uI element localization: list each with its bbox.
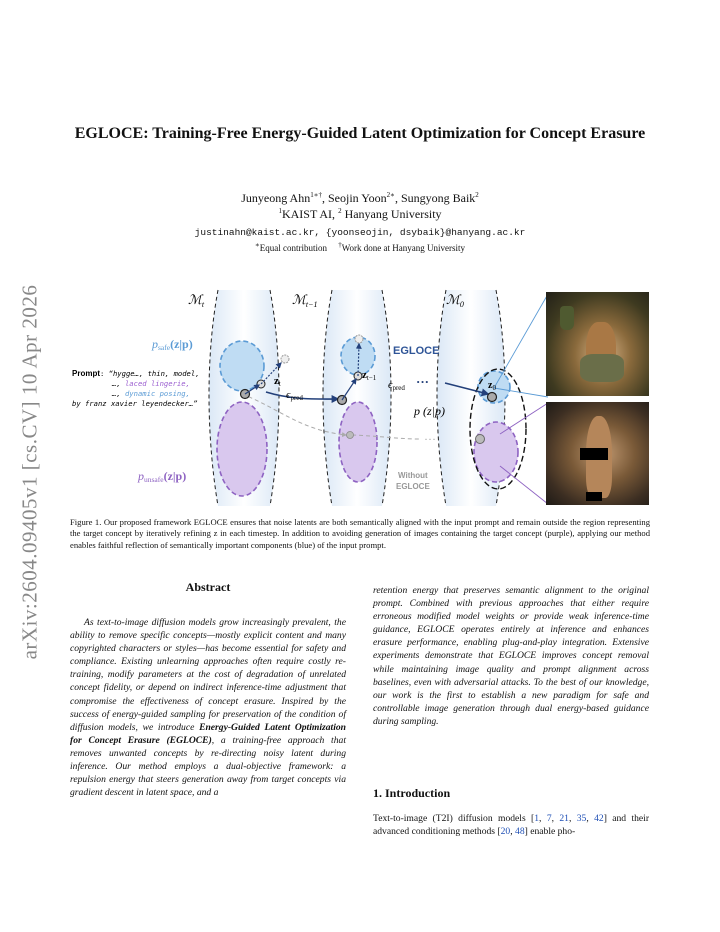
svg-text:Prompt: “hygge…, thin, model,: Prompt: “hygge…, thin, model, — [72, 369, 200, 378]
intro-heading: 1. Introduction — [373, 786, 451, 800]
abstract-text-right: retention energy that preserves semantic alignment to the original prompt. Combined with previous approaches that either require erroneous modified model weights or provide weak inference-time guidance, EGLOCE operates entirely at inference and enhances erasure performance, enabling plug-and-play integration. Extensive experiments demonstrate that EGLOCE improves concept removal while maintaining image quality and prompt alignment across baselines, even with adversarial attacks. To the best of our knowledge, our work is the first to establish a new paradigm for safe and controllable image generation through dual energy-based guidance during sampling. — [373, 585, 649, 727]
author-list: Junyeong Ahn$^{1∗\dagger}$, Seojin Yoon$^{2∗}$, Sungyong Baik$^2$ — [241, 191, 479, 205]
unsafe-generated-image — [546, 402, 649, 505]
citation-link[interactable]: 42 — [594, 813, 604, 824]
svg-text:…, laced lingerie,: …, laced lingerie, — [112, 379, 190, 388]
figure-1 — [70, 284, 650, 510]
safe-generated-image — [546, 292, 649, 396]
citation-link[interactable]: 21 — [559, 813, 569, 824]
egloce-label: EGLOCE — [393, 345, 440, 357]
ellipsis-without: ··· — [424, 432, 436, 446]
author-emails: justinahn@kaist.ac.kr, {yoonseojin, dsybaik}@hanyang.ac.kr — [194, 227, 526, 238]
citation-link[interactable]: 35 — [576, 813, 587, 824]
eps-pred-label-2: ϵpred — [388, 379, 405, 392]
svg-text:…, dynamic posing,: …, dynamic posing, — [112, 389, 190, 398]
p-unsafe-label: punsafe(z|p) — [138, 469, 187, 484]
manifold-label-t1: ℳ$_{t-1}$ — [292, 292, 318, 309]
ellipsis-egloce: ··· — [416, 374, 430, 389]
censor-bar-bottom — [586, 492, 602, 501]
author-notes: ∗Equal contribution †Work done at Hanyang University — [254, 241, 465, 253]
author-name: Sungyong Baik — [400, 191, 476, 205]
citation-link[interactable]: 48 — [515, 826, 525, 838]
intro-text: Text-to-image (T2I) diffusion models [1, 7, 21, 35, 42] and their advanced conditioning methods [20, 48] enable pho- — [373, 813, 650, 838]
citation-link[interactable]: 7 — [546, 813, 552, 824]
eps-pred-label-1: ϵpred — [286, 389, 303, 402]
figure-skirt — [580, 354, 624, 382]
manifold-label-t: ℳ$_t$ — [188, 292, 205, 309]
figure-caption: Figure 1. Our proposed framework EGLOCE ensures that noise latents are both semantically aligned with the input prompt and remain outside the region representing the target concept by iteratively refining z in each timestep. In addition to avoiding generation of images containing the target concept (purple), applying our method enables faithful reflection of semantically important components (blue) of the input prompt. — [70, 517, 651, 550]
author-name: Seojin Yoon — [327, 191, 387, 205]
prompt-text — [72, 369, 200, 408]
paper-title: EGLOCE: Training-Free Energy-Guided Latent Optimization for Concept Erasure — [74, 125, 646, 142]
unsafe-region-t1 — [339, 402, 377, 482]
z-t-label: zt — [274, 375, 281, 388]
unsafe-region-0 — [474, 422, 518, 482]
citation-link[interactable]: 20 — [500, 826, 511, 838]
arxiv-stamp: arXiv:2604.09405v1 [cs.CV] 10 Apr 2026 — [17, 284, 42, 660]
manifold-label-0: ℳ$_0$ — [446, 292, 464, 309]
unsafe-region-t — [217, 402, 267, 496]
z-t1-label: zt−1 — [362, 369, 377, 382]
z-0-label: $z_0$ — [488, 380, 496, 392]
svg-text:by franz xavier leyendecker…”: by franz xavier leyendecker…” — [72, 399, 198, 408]
author-name: Junyeong Ahn — [241, 191, 311, 205]
without-egloce-label-1: Without — [398, 471, 428, 480]
citation-link[interactable]: 1 — [534, 813, 540, 824]
without-egloce-label-2: EGLOCE — [396, 482, 430, 491]
lantern-figure — [560, 306, 574, 330]
abstract-heading: Abstract — [185, 580, 231, 594]
abstract-text-left: As text-to-image diffusion models grow increasingly prevalent, the ability to remove specific concepts—mostly explicit content and many copyrighted characters or styles—has become essential for safety and compliance. Existing unlearning approaches often require costly re-training, modify parameters at the cost of degradation of unrelated concept fidelity, or depend on indirect inference-time adjustment that compromise the effectiveness of concept erasure. Inspired by the success of energy-guided sampling for preservation of the condition of diffusion models, we introduce Energy-Guided Latent Optimization for Concept Erasure (EGLOCE), a training-free approach that removes unwanted concepts by re-directing noisy latent during inference. Our method employs a dual-objective framework: a repulsion energy that steers generation away from target concepts via gradient descent in latent space, and a — [70, 617, 346, 799]
censor-bar-top — [580, 448, 608, 460]
p-safe-label: psafe(z|p) — [152, 337, 193, 352]
affiliations: $^1$KAIST AI, $^2$ Hanyang University — [278, 207, 442, 221]
p-cond-label: p (z|p) — [414, 404, 445, 418]
